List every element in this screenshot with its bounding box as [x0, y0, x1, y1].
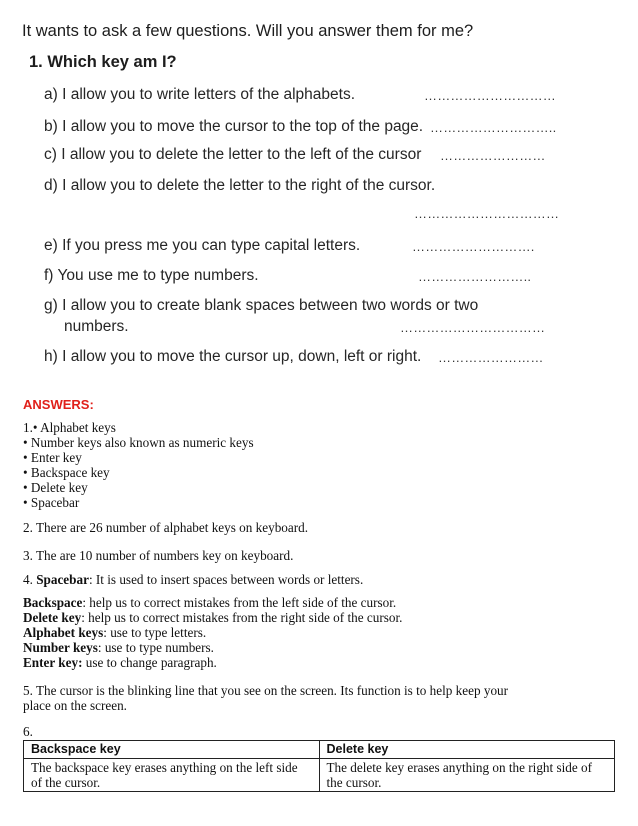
- question-b: b) I allow you to move the cursor to the top of the page.: [44, 118, 424, 135]
- definition-term: Enter key:: [23, 655, 83, 670]
- definition-desc: use to change paragraph.: [82, 655, 217, 670]
- answer-1-line-6: • Spacebar: [23, 495, 80, 510]
- question-e: e) If you press me you can type capital letters.: [44, 237, 361, 254]
- definition-desc: : use to type numbers.: [97, 640, 214, 655]
- definition-term: Number keys: [23, 640, 98, 655]
- answer-1-line-1: 1.• Alphabet keys: [23, 420, 116, 435]
- key-comparison-table: [23, 740, 615, 792]
- answer-blank-h: ……………………: [438, 350, 544, 365]
- question-h: h) I allow you to move the cursor up, down, left or right.: [44, 348, 422, 365]
- definition-alphabet: [23, 625, 206, 640]
- question-a: a) I allow you to write letters of the alphabets.: [44, 86, 356, 103]
- answer-5-line-2: place on the screen.: [23, 698, 127, 713]
- question-d: d) I allow you to delete the letter to the right of the cursor.: [44, 177, 436, 194]
- question-g-continued: numbers.: [64, 318, 129, 335]
- definition-term: Backspace: [23, 595, 83, 610]
- answer-1-line-2: • Number keys also known as numeric keys: [23, 435, 254, 450]
- answer-blank-f: ……………………..: [418, 269, 532, 284]
- question-g: g) I allow you to create blank spaces between two words or two: [44, 297, 479, 314]
- answer-blank-g: ……………………………: [400, 320, 546, 335]
- answer-blank-e: ……………………….: [412, 239, 535, 254]
- question-f: f) You use me to type numbers.: [44, 267, 259, 284]
- table-header: Delete key: [319, 741, 615, 759]
- table-header: Backspace key: [24, 741, 320, 759]
- answer-1-line-4: • Backspace key: [23, 465, 110, 480]
- answer-4-prefix: 4.: [23, 572, 37, 587]
- answer-blank-c: ……………………: [440, 148, 546, 163]
- answer-blank-a: …………………………: [424, 88, 556, 103]
- worksheet-section: [0, 0, 638, 385]
- table-header-row: [24, 741, 615, 759]
- definition-backspace: [23, 595, 396, 610]
- definition-term: Delete key: [23, 610, 82, 625]
- answer-5-line-1: 5. The cursor is the blinking line that you see on the screen. Its function is to help keep your: [23, 683, 509, 698]
- worksheet-intro: It wants to ask a few questions. Will you answer them for me?: [22, 22, 474, 40]
- table-cell: The backspace key erases anything on the left side of the cursor.: [24, 759, 320, 792]
- answer-4: [23, 572, 363, 587]
- answers-heading: ANSWERS:: [23, 397, 94, 412]
- question-c: c) I allow you to delete the letter to the left of the cursor: [44, 146, 422, 163]
- answer-4-desc: : It is used to insert spaces between words or letters.: [88, 572, 364, 587]
- table-row: [24, 759, 615, 792]
- answer-3: 3. The are 10 number of numbers key on keyboard.: [23, 548, 294, 563]
- definition-term: Alphabet keys: [23, 625, 104, 640]
- question-title: 1. Which key am I?: [29, 53, 177, 71]
- answer-blank-d: ……………………………: [414, 206, 560, 221]
- definition-number: [23, 640, 214, 655]
- table-cell: The delete key erases anything on the right side of the cursor.: [319, 759, 615, 792]
- answer-2: 2. There are 26 number of alphabet keys on keyboard.: [23, 520, 309, 535]
- answer-1-line-3: • Enter key: [23, 450, 82, 465]
- definition-desc: : help us to correct mistakes from the left side of the cursor.: [82, 595, 397, 610]
- answer-1-line-5: • Delete key: [23, 480, 88, 495]
- definition-desc: : help us to correct mistakes from the right side of the cursor.: [81, 610, 403, 625]
- answer-4-term: Spacebar: [36, 572, 89, 587]
- answer-6-label: 6.: [23, 724, 33, 739]
- definition-enter: [23, 655, 217, 670]
- definition-delete: [23, 610, 402, 625]
- answer-blank-b: ………………………..: [430, 120, 557, 135]
- definition-desc: : use to type letters.: [103, 625, 207, 640]
